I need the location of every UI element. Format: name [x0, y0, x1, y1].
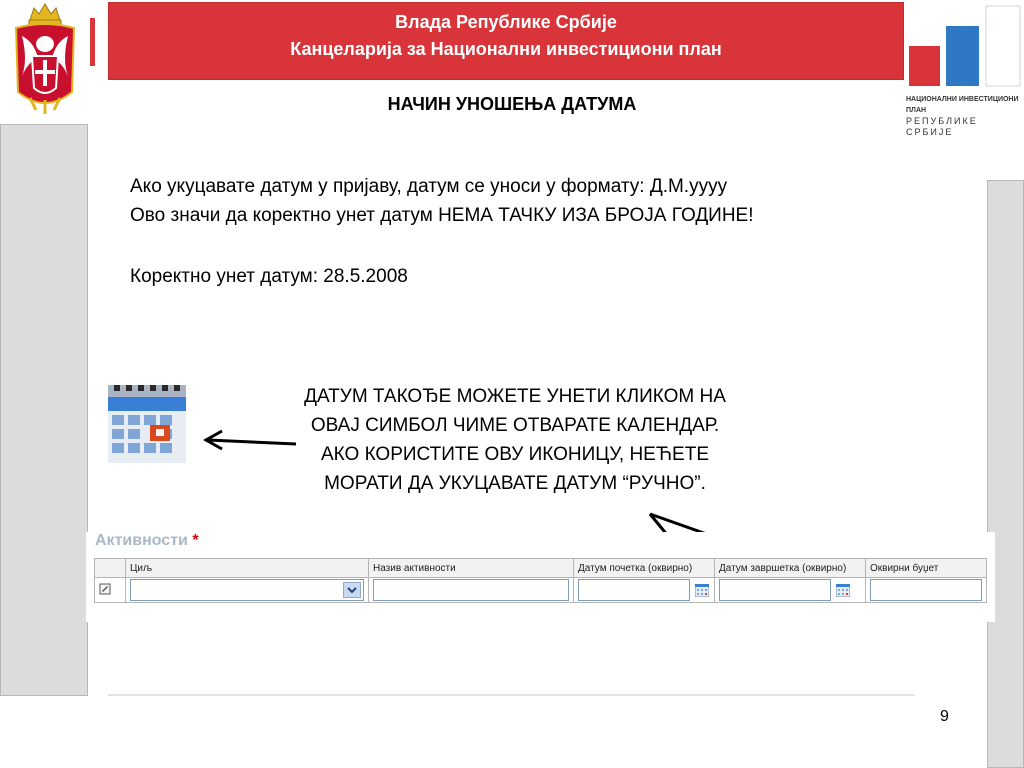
- end-date-input[interactable]: [719, 579, 831, 601]
- slide-title: НАЧИН УНОШЕЊА ДАТУМА: [387, 94, 637, 114]
- end-date-cell: [715, 578, 866, 603]
- calendar-icon[interactable]: [836, 584, 850, 597]
- table-header-row: [95, 559, 987, 578]
- budget-input[interactable]: [870, 579, 982, 601]
- arrow-to-calendar-icon: [200, 428, 300, 452]
- right-side-panel: [987, 180, 1024, 768]
- calendar-icon: [108, 385, 188, 463]
- header-accent-bar: [90, 18, 95, 66]
- table-row: [95, 578, 987, 603]
- row-edit-cell: [95, 578, 126, 603]
- header-line-office: Канцеларија за Национални инвестициони план: [290, 39, 722, 59]
- dropdown-button[interactable]: [343, 582, 361, 598]
- activities-title: [95, 532, 199, 550]
- header-line-government: Влада Републике Србије: [395, 12, 617, 32]
- chevron-down-icon: [344, 583, 360, 597]
- header-title: [108, 9, 904, 63]
- header-cell-goal: Циљ: [126, 559, 369, 578]
- header-cell-activity-name: Назив активности: [369, 559, 574, 578]
- activity-name-input[interactable]: [373, 579, 569, 601]
- footer-divider: [108, 694, 915, 696]
- goal-cell: [126, 578, 369, 603]
- no-trailing-dot-text: Ово значи да коректно унет датум НЕМА ТАЧКУ ИЗА БРОЈА ГОДИНЕ!: [130, 205, 754, 226]
- calendar-icon[interactable]: [695, 584, 709, 597]
- nip-caption-line2: РЕПУБЛИКЕ СРБИЈЕ: [906, 116, 978, 137]
- activity-name-cell: [369, 578, 574, 603]
- left-side-panel: [0, 124, 88, 696]
- budget-cell: [866, 578, 987, 603]
- header-cell-start-date: Датум почетка (оквирно): [574, 559, 715, 578]
- activities-title-label: Активности: [95, 532, 188, 549]
- header-cell-budget: Оквирни буџет: [866, 559, 987, 578]
- activities-table: [94, 558, 987, 603]
- serbia-coat-of-arms-icon: [8, 2, 82, 118]
- nip-logo: [906, 2, 1022, 88]
- header-cell-end-date: Датум завршетка (оквирно): [715, 559, 866, 578]
- correct-date-example: Коректно унет датум: 28.5.2008: [130, 266, 408, 287]
- start-date-cell: [574, 578, 715, 603]
- calendar-note: ДАТУМ ТАКОЂЕ МОЖЕТЕ УНЕТИ КЛИКОМ НА ОВАЈ СИМБОЛ ЧИМЕ ОТВАРАТЕ КАЛЕНДАР. АКО КОРИСТИТЕ ОВУ ИКОНИЦУ, НЕЋЕТЕ МОРАТИ ДА УКУЦАВАТЕ ДАТУМ “РУЧНО”.: [304, 386, 726, 494]
- header-cell-empty: [95, 559, 126, 578]
- row-edit-icon[interactable]: [99, 583, 111, 595]
- required-mark: *: [192, 532, 199, 549]
- page-number: 9: [940, 708, 949, 725]
- goal-select[interactable]: [130, 579, 364, 601]
- nip-logo-caption: [906, 94, 1022, 138]
- nip-caption-line1: НАЦИОНАЛНИ ИНВЕСТИЦИОНИ ПЛАН: [906, 96, 1019, 114]
- start-date-input[interactable]: [578, 579, 690, 601]
- date-format-text: Ако укуцавате датум у пријаву, датум се уноси у формату: Д.М.уууу: [130, 176, 728, 197]
